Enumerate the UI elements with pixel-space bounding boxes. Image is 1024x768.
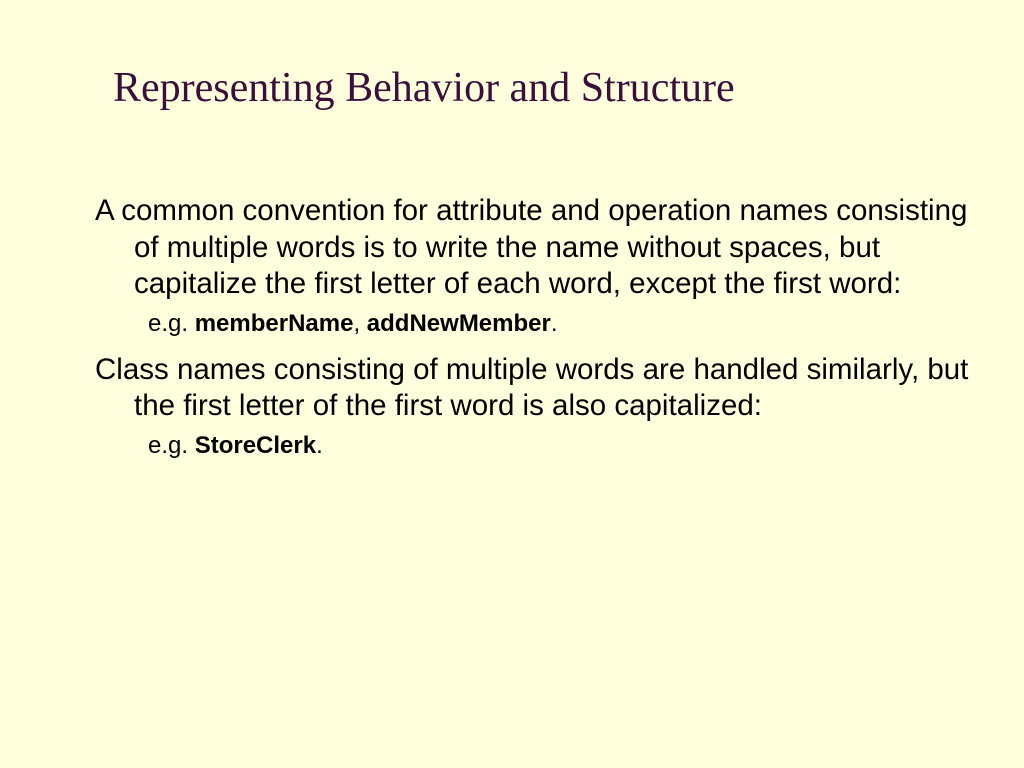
example-line-1 <box>148 308 975 340</box>
slide-body <box>95 193 975 462</box>
bullet-paragraph-1: A common convention for attribute and operation names consisting of multiple words is to write the name without spaces, but capitalize the first letter of each word, except the first word: <box>95 194 968 300</box>
example-term-store-clerk: StoreClerk <box>194 431 317 459</box>
example-line-2 <box>148 430 975 462</box>
example-suffix: . <box>316 431 323 459</box>
example-suffix: . <box>550 309 558 337</box>
example-term-member-name: memberName <box>194 309 354 337</box>
example-term-add-new-member: addNewMember <box>366 309 551 337</box>
example-separator: , <box>353 309 367 337</box>
slide-title: Representing Behavior and Structure <box>113 65 735 111</box>
example-prefix: e.g. <box>148 309 195 337</box>
example-prefix: e.g. <box>148 431 195 459</box>
bullet-paragraph-2: Class names consisting of multiple words are handled similarly, but the first letter of the first word is also capitalized: <box>95 352 969 422</box>
